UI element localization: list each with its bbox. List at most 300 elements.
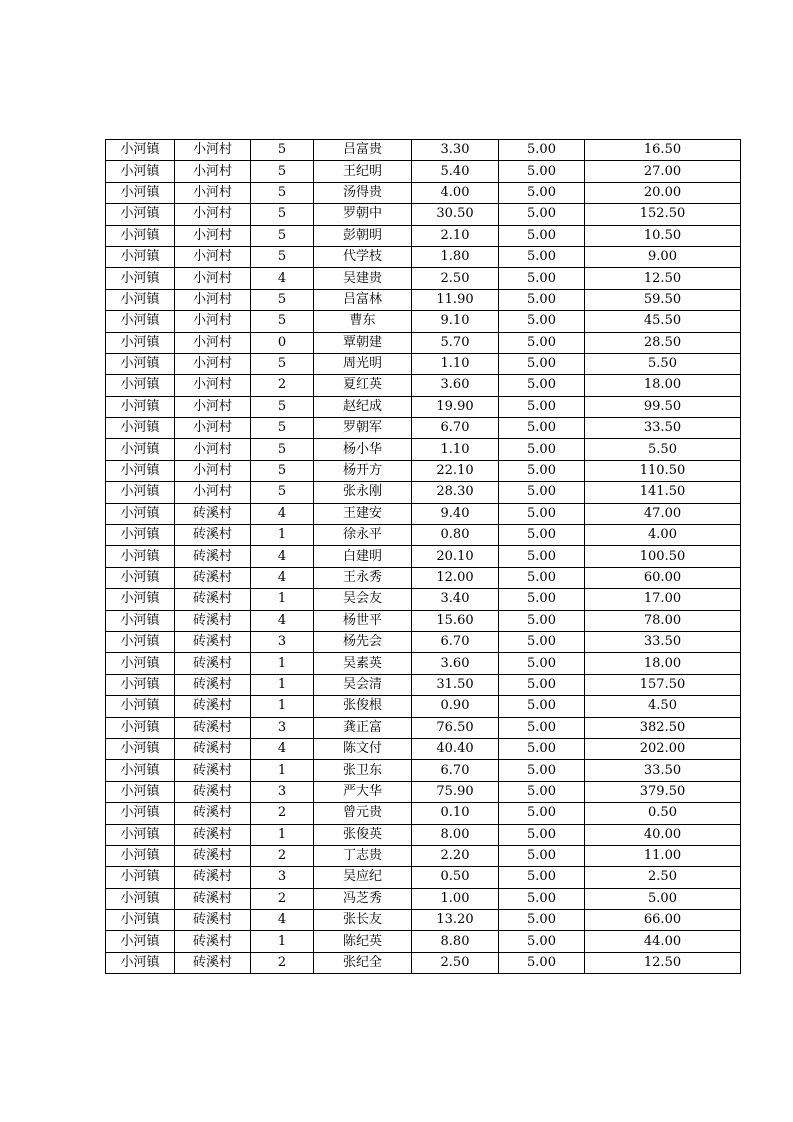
table-row <box>106 803 741 824</box>
table-row <box>106 696 741 717</box>
area-cell: 22.10 <box>412 460 499 481</box>
table-row <box>106 888 741 909</box>
name-cell: 吴建贵 <box>314 268 412 289</box>
amount-cell: 10.50 <box>585 225 741 246</box>
town-cell: 小河镇 <box>106 289 175 310</box>
rate-cell: 5.00 <box>499 674 585 695</box>
table-row <box>106 760 741 781</box>
name-cell: 吴会友 <box>314 589 412 610</box>
name-cell: 陈纪英 <box>314 931 412 952</box>
amount-cell: 99.50 <box>585 396 741 417</box>
town-cell: 小河镇 <box>106 631 175 652</box>
town-cell: 小河镇 <box>106 225 175 246</box>
amount-cell: 28.50 <box>585 332 741 353</box>
amount-cell: 12.50 <box>585 952 741 973</box>
table-row <box>106 246 741 267</box>
town-cell: 小河镇 <box>106 803 175 824</box>
village-cell: 砖溪村 <box>175 888 251 909</box>
area-cell: 20.10 <box>412 546 499 567</box>
amount-cell: 0.50 <box>585 803 741 824</box>
name-cell: 张纪全 <box>314 952 412 973</box>
village-cell: 小河村 <box>175 204 251 225</box>
town-cell: 小河镇 <box>106 696 175 717</box>
rate-cell: 5.00 <box>499 396 585 417</box>
table-row <box>106 289 741 310</box>
name-cell: 杨先会 <box>314 631 412 652</box>
town-cell: 小河镇 <box>106 931 175 952</box>
rate-cell: 5.00 <box>499 631 585 652</box>
group-cell: 5 <box>251 161 314 182</box>
group-cell: 1 <box>251 696 314 717</box>
area-cell: 9.40 <box>412 503 499 524</box>
area-cell: 6.70 <box>412 418 499 439</box>
amount-cell: 152.50 <box>585 204 741 225</box>
rate-cell: 5.00 <box>499 204 585 225</box>
name-cell: 张俊根 <box>314 696 412 717</box>
group-cell: 0 <box>251 332 314 353</box>
town-cell: 小河镇 <box>106 140 175 161</box>
rate-cell: 5.00 <box>499 845 585 866</box>
area-cell: 0.50 <box>412 867 499 888</box>
town-cell: 小河镇 <box>106 268 175 289</box>
group-cell: 4 <box>251 268 314 289</box>
name-cell: 彭朝明 <box>314 225 412 246</box>
rate-cell: 5.00 <box>499 567 585 588</box>
table-row <box>106 418 741 439</box>
area-cell: 4.00 <box>412 182 499 203</box>
village-cell: 砖溪村 <box>175 525 251 546</box>
amount-cell: 16.50 <box>585 140 741 161</box>
area-cell: 6.70 <box>412 760 499 781</box>
rate-cell: 5.00 <box>499 717 585 738</box>
group-cell: 1 <box>251 931 314 952</box>
amount-cell: 59.50 <box>585 289 741 310</box>
town-cell: 小河镇 <box>106 589 175 610</box>
group-cell: 5 <box>251 439 314 460</box>
area-cell: 75.90 <box>412 781 499 802</box>
rate-cell: 5.00 <box>499 182 585 203</box>
amount-cell: 157.50 <box>585 674 741 695</box>
group-cell: 4 <box>251 567 314 588</box>
area-cell: 2.50 <box>412 268 499 289</box>
name-cell: 汤得贵 <box>314 182 412 203</box>
table-row <box>106 824 741 845</box>
rate-cell: 5.00 <box>499 867 585 888</box>
rate-cell: 5.00 <box>499 268 585 289</box>
group-cell: 5 <box>251 311 314 332</box>
area-cell: 40.40 <box>412 738 499 759</box>
name-cell: 冯芝秀 <box>314 888 412 909</box>
rate-cell: 5.00 <box>499 803 585 824</box>
rate-cell: 5.00 <box>499 225 585 246</box>
rate-cell: 5.00 <box>499 888 585 909</box>
table-row <box>106 140 741 161</box>
amount-cell: 18.00 <box>585 653 741 674</box>
group-cell: 4 <box>251 910 314 931</box>
name-cell: 吴会清 <box>314 674 412 695</box>
town-cell: 小河镇 <box>106 888 175 909</box>
amount-cell: 33.50 <box>585 631 741 652</box>
name-cell: 陈文付 <box>314 738 412 759</box>
amount-cell: 66.00 <box>585 910 741 931</box>
area-cell: 15.60 <box>412 610 499 631</box>
table-row <box>106 503 741 524</box>
name-cell: 代学枝 <box>314 246 412 267</box>
group-cell: 2 <box>251 845 314 866</box>
village-cell: 砖溪村 <box>175 952 251 973</box>
village-cell: 小河村 <box>175 246 251 267</box>
name-cell: 吴应纪 <box>314 867 412 888</box>
group-cell: 3 <box>251 631 314 652</box>
table-row <box>106 653 741 674</box>
group-cell: 5 <box>251 140 314 161</box>
group-cell: 1 <box>251 760 314 781</box>
village-cell: 砖溪村 <box>175 674 251 695</box>
table-row <box>106 439 741 460</box>
village-cell: 小河村 <box>175 268 251 289</box>
town-cell: 小河镇 <box>106 246 175 267</box>
rate-cell: 5.00 <box>499 140 585 161</box>
rate-cell: 5.00 <box>499 353 585 374</box>
town-cell: 小河镇 <box>106 760 175 781</box>
amount-cell: 60.00 <box>585 567 741 588</box>
area-cell: 19.90 <box>412 396 499 417</box>
area-cell: 0.80 <box>412 525 499 546</box>
table-row <box>106 631 741 652</box>
town-cell: 小河镇 <box>106 503 175 524</box>
name-cell: 曾元贵 <box>314 803 412 824</box>
rate-cell: 5.00 <box>499 439 585 460</box>
amount-cell: 40.00 <box>585 824 741 845</box>
town-cell: 小河镇 <box>106 332 175 353</box>
village-cell: 砖溪村 <box>175 546 251 567</box>
rate-cell: 5.00 <box>499 246 585 267</box>
amount-cell: 202.00 <box>585 738 741 759</box>
area-cell: 13.20 <box>412 910 499 931</box>
group-cell: 5 <box>251 418 314 439</box>
area-cell: 28.30 <box>412 482 499 503</box>
amount-cell: 5.50 <box>585 439 741 460</box>
table-row <box>106 781 741 802</box>
table-row <box>106 674 741 695</box>
amount-cell: 379.50 <box>585 781 741 802</box>
village-cell: 小河村 <box>175 332 251 353</box>
town-cell: 小河镇 <box>106 375 175 396</box>
rate-cell: 5.00 <box>499 589 585 610</box>
group-cell: 4 <box>251 738 314 759</box>
amount-cell: 18.00 <box>585 375 741 396</box>
group-cell: 5 <box>251 396 314 417</box>
name-cell: 张永刚 <box>314 482 412 503</box>
name-cell: 丁志贵 <box>314 845 412 866</box>
village-cell: 砖溪村 <box>175 631 251 652</box>
rate-cell: 5.00 <box>499 375 585 396</box>
table-row <box>106 867 741 888</box>
amount-cell: 382.50 <box>585 717 741 738</box>
rate-cell: 5.00 <box>499 910 585 931</box>
table-row <box>106 268 741 289</box>
rate-cell: 5.00 <box>499 418 585 439</box>
name-cell: 罗朝军 <box>314 418 412 439</box>
village-cell: 砖溪村 <box>175 696 251 717</box>
name-cell: 白建明 <box>314 546 412 567</box>
amount-cell: 47.00 <box>585 503 741 524</box>
group-cell: 2 <box>251 888 314 909</box>
area-cell: 8.80 <box>412 931 499 952</box>
table-row <box>106 845 741 866</box>
group-cell: 3 <box>251 867 314 888</box>
name-cell: 夏红英 <box>314 375 412 396</box>
rate-cell: 5.00 <box>499 311 585 332</box>
village-cell: 小河村 <box>175 418 251 439</box>
amount-cell: 12.50 <box>585 268 741 289</box>
group-cell: 4 <box>251 546 314 567</box>
table-row <box>106 182 741 203</box>
area-cell: 1.80 <box>412 246 499 267</box>
rate-cell: 5.00 <box>499 161 585 182</box>
village-cell: 砖溪村 <box>175 931 251 952</box>
village-cell: 小河村 <box>175 225 251 246</box>
area-cell: 31.50 <box>412 674 499 695</box>
area-cell: 76.50 <box>412 717 499 738</box>
rate-cell: 5.00 <box>499 952 585 973</box>
rate-cell: 5.00 <box>499 696 585 717</box>
village-cell: 小河村 <box>175 353 251 374</box>
town-cell: 小河镇 <box>106 567 175 588</box>
name-cell: 龚正富 <box>314 717 412 738</box>
town-cell: 小河镇 <box>106 525 175 546</box>
rate-cell: 5.00 <box>499 460 585 481</box>
name-cell: 罗朝中 <box>314 204 412 225</box>
group-cell: 2 <box>251 952 314 973</box>
group-cell: 5 <box>251 482 314 503</box>
table-row <box>106 589 741 610</box>
rate-cell: 5.00 <box>499 781 585 802</box>
village-cell: 砖溪村 <box>175 845 251 866</box>
area-cell: 6.70 <box>412 631 499 652</box>
town-cell: 小河镇 <box>106 653 175 674</box>
group-cell: 5 <box>251 289 314 310</box>
area-cell: 11.90 <box>412 289 499 310</box>
village-cell: 砖溪村 <box>175 589 251 610</box>
amount-cell: 45.50 <box>585 311 741 332</box>
group-cell: 5 <box>251 225 314 246</box>
group-cell: 2 <box>251 803 314 824</box>
name-cell: 张长友 <box>314 910 412 931</box>
table-row <box>106 525 741 546</box>
town-cell: 小河镇 <box>106 952 175 973</box>
table-row <box>106 460 741 481</box>
group-cell: 1 <box>251 674 314 695</box>
name-cell: 徐永平 <box>314 525 412 546</box>
town-cell: 小河镇 <box>106 910 175 931</box>
village-cell: 砖溪村 <box>175 867 251 888</box>
area-cell: 5.40 <box>412 161 499 182</box>
rate-cell: 5.00 <box>499 525 585 546</box>
amount-cell: 9.00 <box>585 246 741 267</box>
rate-cell: 5.00 <box>499 610 585 631</box>
village-cell: 小河村 <box>175 482 251 503</box>
village-cell: 砖溪村 <box>175 503 251 524</box>
town-cell: 小河镇 <box>106 460 175 481</box>
name-cell: 周光明 <box>314 353 412 374</box>
table-row <box>106 161 741 182</box>
table-row <box>106 738 741 759</box>
rate-cell: 5.00 <box>499 931 585 952</box>
rate-cell: 5.00 <box>499 289 585 310</box>
area-cell: 2.10 <box>412 225 499 246</box>
town-cell: 小河镇 <box>106 867 175 888</box>
table-row <box>106 610 741 631</box>
amount-cell: 4.50 <box>585 696 741 717</box>
village-cell: 砖溪村 <box>175 738 251 759</box>
village-cell: 小河村 <box>175 396 251 417</box>
name-cell: 王纪明 <box>314 161 412 182</box>
amount-cell: 4.00 <box>585 525 741 546</box>
area-cell: 9.10 <box>412 311 499 332</box>
rate-cell: 5.00 <box>499 546 585 567</box>
group-cell: 2 <box>251 375 314 396</box>
amount-cell: 5.00 <box>585 888 741 909</box>
village-cell: 砖溪村 <box>175 717 251 738</box>
group-cell: 4 <box>251 503 314 524</box>
village-cell: 小河村 <box>175 182 251 203</box>
group-cell: 5 <box>251 182 314 203</box>
area-cell: 2.50 <box>412 952 499 973</box>
town-cell: 小河镇 <box>106 674 175 695</box>
village-cell: 砖溪村 <box>175 567 251 588</box>
name-cell: 吕富林 <box>314 289 412 310</box>
table-row <box>106 204 741 225</box>
town-cell: 小河镇 <box>106 824 175 845</box>
group-cell: 5 <box>251 353 314 374</box>
group-cell: 3 <box>251 717 314 738</box>
village-cell: 砖溪村 <box>175 781 251 802</box>
area-cell: 3.40 <box>412 589 499 610</box>
name-cell: 张俊英 <box>314 824 412 845</box>
amount-cell: 33.50 <box>585 418 741 439</box>
name-cell: 杨世平 <box>314 610 412 631</box>
village-cell: 小河村 <box>175 289 251 310</box>
rate-cell: 5.00 <box>499 760 585 781</box>
village-cell: 砖溪村 <box>175 910 251 931</box>
name-cell: 杨小华 <box>314 439 412 460</box>
town-cell: 小河镇 <box>106 182 175 203</box>
group-cell: 1 <box>251 824 314 845</box>
village-cell: 砖溪村 <box>175 610 251 631</box>
village-cell: 小河村 <box>175 140 251 161</box>
village-cell: 小河村 <box>175 311 251 332</box>
name-cell: 王永秀 <box>314 567 412 588</box>
amount-cell: 20.00 <box>585 182 741 203</box>
table-body <box>106 140 741 974</box>
table-row <box>106 353 741 374</box>
town-cell: 小河镇 <box>106 311 175 332</box>
name-cell: 覃朝建 <box>314 332 412 353</box>
rate-cell: 5.00 <box>499 503 585 524</box>
group-cell: 5 <box>251 204 314 225</box>
data-table <box>105 139 741 974</box>
town-cell: 小河镇 <box>106 546 175 567</box>
table-row <box>106 311 741 332</box>
town-cell: 小河镇 <box>106 418 175 439</box>
name-cell: 张卫东 <box>314 760 412 781</box>
table-row <box>106 375 741 396</box>
area-cell: 1.10 <box>412 353 499 374</box>
amount-cell: 110.50 <box>585 460 741 481</box>
area-cell: 8.00 <box>412 824 499 845</box>
village-cell: 砖溪村 <box>175 760 251 781</box>
group-cell: 1 <box>251 589 314 610</box>
name-cell: 吴素英 <box>314 653 412 674</box>
amount-cell: 141.50 <box>585 482 741 503</box>
table-row <box>106 931 741 952</box>
village-cell: 砖溪村 <box>175 803 251 824</box>
town-cell: 小河镇 <box>106 738 175 759</box>
name-cell: 严大华 <box>314 781 412 802</box>
amount-cell: 27.00 <box>585 161 741 182</box>
rate-cell: 5.00 <box>499 653 585 674</box>
town-cell: 小河镇 <box>106 845 175 866</box>
village-cell: 砖溪村 <box>175 824 251 845</box>
amount-cell: 44.00 <box>585 931 741 952</box>
village-cell: 小河村 <box>175 439 251 460</box>
area-cell: 30.50 <box>412 204 499 225</box>
town-cell: 小河镇 <box>106 204 175 225</box>
group-cell: 4 <box>251 610 314 631</box>
town-cell: 小河镇 <box>106 717 175 738</box>
town-cell: 小河镇 <box>106 439 175 460</box>
table-row <box>106 225 741 246</box>
rate-cell: 5.00 <box>499 332 585 353</box>
amount-cell: 17.00 <box>585 589 741 610</box>
town-cell: 小河镇 <box>106 482 175 503</box>
name-cell: 赵纪成 <box>314 396 412 417</box>
area-cell: 0.90 <box>412 696 499 717</box>
town-cell: 小河镇 <box>106 610 175 631</box>
area-cell: 5.70 <box>412 332 499 353</box>
name-cell: 吕富贵 <box>314 140 412 161</box>
town-cell: 小河镇 <box>106 781 175 802</box>
name-cell: 曹东 <box>314 311 412 332</box>
area-cell: 1.10 <box>412 439 499 460</box>
area-cell: 3.60 <box>412 375 499 396</box>
table-row <box>106 910 741 931</box>
village-cell: 小河村 <box>175 161 251 182</box>
area-cell: 0.10 <box>412 803 499 824</box>
village-cell: 小河村 <box>175 375 251 396</box>
area-cell: 3.60 <box>412 653 499 674</box>
town-cell: 小河镇 <box>106 396 175 417</box>
name-cell: 王建安 <box>314 503 412 524</box>
area-cell: 1.00 <box>412 888 499 909</box>
amount-cell: 33.50 <box>585 760 741 781</box>
table-row <box>106 546 741 567</box>
group-cell: 5 <box>251 460 314 481</box>
amount-cell: 78.00 <box>585 610 741 631</box>
amount-cell: 100.50 <box>585 546 741 567</box>
group-cell: 5 <box>251 246 314 267</box>
table-row <box>106 952 741 973</box>
table-row <box>106 567 741 588</box>
name-cell: 杨开方 <box>314 460 412 481</box>
table-row <box>106 396 741 417</box>
rate-cell: 5.00 <box>499 824 585 845</box>
group-cell: 1 <box>251 525 314 546</box>
village-cell: 小河村 <box>175 460 251 481</box>
rate-cell: 5.00 <box>499 482 585 503</box>
table-row <box>106 482 741 503</box>
